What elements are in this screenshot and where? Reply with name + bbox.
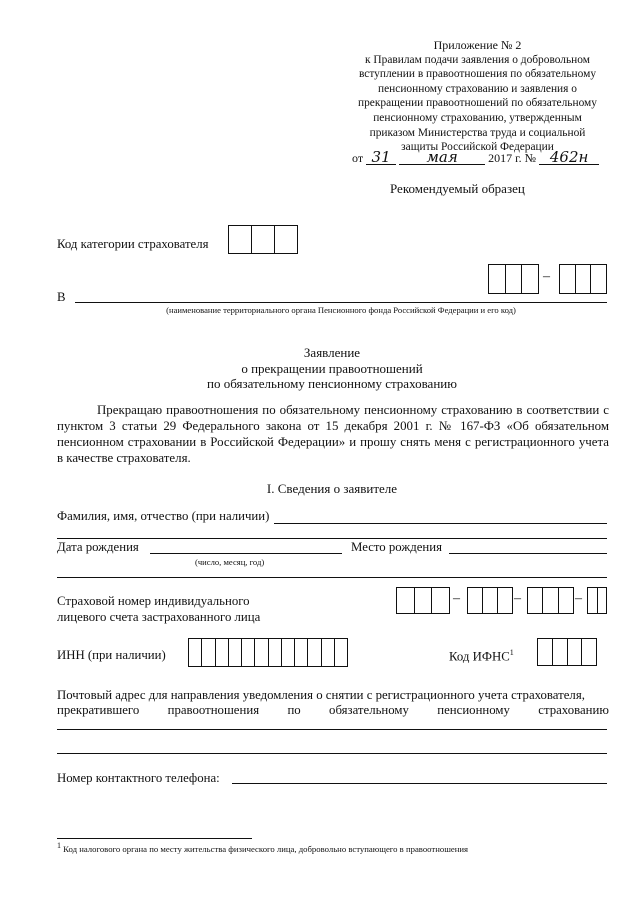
- snils-separator: –: [575, 591, 582, 606]
- appendix-line: приказом Министерства труда и социальной: [369, 126, 586, 139]
- snils-boxes-part3[interactable]: [527, 587, 574, 614]
- order-month: мая: [399, 150, 485, 165]
- snils-label-line2: лицевого счета застрахованного лица: [57, 610, 261, 624]
- insurer-category-code-boxes[interactable]: [228, 225, 298, 254]
- phone-label: Номер контактного телефона:: [57, 771, 220, 785]
- snils-boxes-part4[interactable]: [587, 587, 607, 614]
- appendix-header: [350, 38, 605, 155]
- postal-address-label: [57, 688, 609, 718]
- addressee-prefix: В: [57, 290, 66, 304]
- ifns-footnote-mark: 1: [509, 648, 514, 657]
- statement-body: [57, 402, 609, 466]
- birth-place-input-line[interactable]: [449, 553, 607, 554]
- address-word: страхованию: [538, 703, 609, 717]
- address-word: пенсионному: [437, 703, 510, 717]
- birth-place-input-line-2[interactable]: [57, 577, 607, 578]
- order-prefix: от: [352, 151, 364, 165]
- inn-boxes[interactable]: [188, 638, 348, 667]
- birth-place-label: Место рождения: [351, 540, 443, 554]
- birth-date-caption: (число, месяц, год): [195, 557, 265, 567]
- appendix-title: Приложение № 2: [433, 38, 522, 52]
- pfr-code-boxes-part2[interactable]: [559, 264, 607, 294]
- snils-label-line1: Страховой номер индивидуального: [57, 594, 250, 608]
- appendix-line: пенсионному страхованию и заявления о: [378, 82, 577, 95]
- snils-boxes-part1[interactable]: [396, 587, 450, 614]
- order-date-line: [352, 150, 599, 166]
- snils-label: [57, 593, 260, 625]
- footnote-mark: 1: [57, 841, 61, 850]
- full-name-label: Фамилия, имя, отчество (при наличии): [57, 509, 270, 523]
- order-number: 462н: [539, 150, 599, 165]
- appendix-line: прекращении правоотношений по обязательному: [358, 97, 597, 110]
- recommended-sample-label: Рекомендуемый образец: [390, 181, 525, 196]
- ifns-label: [449, 648, 514, 664]
- footnote-text: Код налогового органа по месту жительства физического лица, добровольно вступающего в правоотношения: [63, 843, 469, 854]
- ifns-label-text: Код ИФНС: [449, 649, 510, 664]
- birth-date-input-line[interactable]: [150, 553, 342, 554]
- order-year: 2017 г. №: [488, 151, 537, 165]
- appendix-line: защиты Российской Федерации: [401, 141, 554, 154]
- addressee-input-line[interactable]: [75, 302, 607, 303]
- document-heading: [0, 345, 640, 392]
- pfr-code-boxes-part1[interactable]: [488, 264, 539, 294]
- postal-address-line1: Почтовый адрес для направления уведомления о снятии с регистрационного учета страхователя,: [57, 688, 585, 702]
- appendix-line: к Правилам подачи заявления о добровольном: [365, 53, 590, 66]
- appendix-line: вступлении в правоотношения по обязательному: [358, 68, 597, 81]
- address-word: прекратившего: [57, 703, 140, 717]
- snils-separator: –: [514, 591, 521, 606]
- ifns-code-boxes[interactable]: [537, 638, 597, 666]
- postal-address-line2: [57, 703, 609, 718]
- postal-address-input-line-1[interactable]: [57, 729, 607, 730]
- full-name-input-line-2[interactable]: [57, 538, 607, 539]
- snils-separator: –: [453, 591, 460, 606]
- heading-line2: о прекращении правоотношений: [241, 360, 423, 376]
- statement-text: Прекращаю правоотношения по обязательному пенсионному страхованию в соответствии с пунктом 3 статьи 29 Федерального закона от 15 декабря 2001 г. № 167-ФЗ «Об обязательном пенсионном страховании в Российской Федерации» и прошу снять меня с регистрационного учета в качестве страхователя.: [57, 403, 609, 465]
- appendix-line: пенсионному страхованию, утвержденным: [373, 111, 582, 124]
- pfr-code-separator: –: [543, 269, 550, 284]
- postal-address-input-line-2[interactable]: [57, 753, 607, 754]
- inn-label: ИНН (при наличии): [57, 648, 166, 662]
- heading-line3: по обязательному пенсионному страхованию: [207, 376, 457, 391]
- phone-input-line[interactable]: [232, 783, 607, 784]
- birth-date-label: Дата рождения: [57, 540, 139, 554]
- section1-title: I. Сведения о заявителе: [266, 481, 398, 496]
- address-word: обязательному: [329, 703, 409, 717]
- addressee-caption: (наименование территориального органа Пенсионного фонда Российской Федерации и его код): [166, 305, 516, 315]
- footnote: [57, 841, 468, 854]
- heading-line1: Заявление: [303, 345, 361, 360]
- full-name-input-line[interactable]: [274, 523, 607, 524]
- address-word: по: [287, 703, 301, 717]
- insurer-category-label: Код категории страхователя: [57, 237, 209, 251]
- snils-boxes-part2[interactable]: [467, 587, 513, 614]
- address-word: правоотношения: [167, 703, 260, 717]
- order-day: 31: [366, 150, 396, 165]
- footnote-separator: [57, 838, 252, 839]
